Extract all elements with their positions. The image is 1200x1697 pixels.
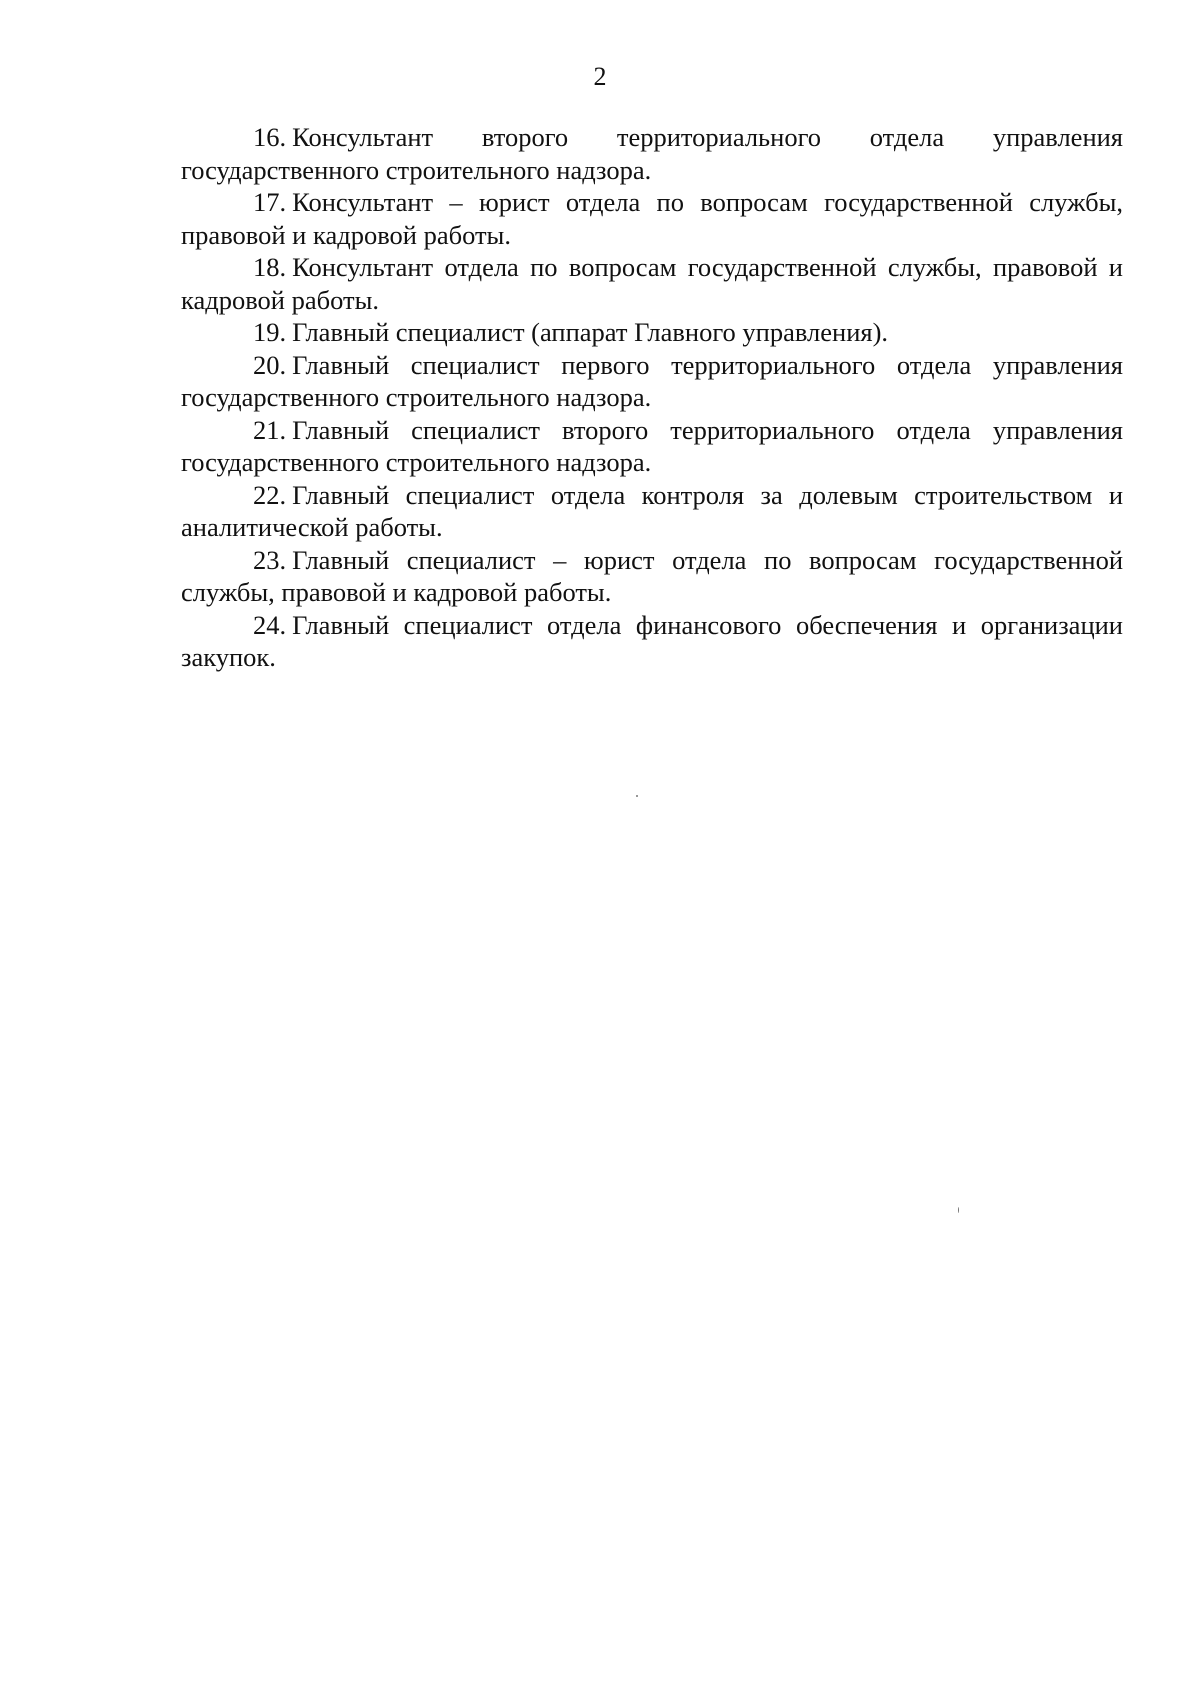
item-text: Консультант отдела по вопросам государственной службы, правовой и кадровой работы.: [181, 252, 1123, 315]
list-item: [181, 349, 1123, 414]
position-list: [181, 121, 1123, 674]
item-number: 20.: [253, 349, 287, 380]
scan-speck: [636, 795, 638, 797]
list-item: [181, 609, 1123, 674]
item-text: Главный специалист отдела финансового обеспечения и организации закупок.: [181, 609, 1123, 672]
item-text: Главный специалист отдела контроля за долевым строительством и аналитической работы.: [181, 479, 1123, 542]
item-text: Главный специалист первого территориального отдела управления государственного строительного надзора.: [181, 349, 1123, 412]
item-text: Консультант второго территориального отдела управления государственного строительного надзора.: [181, 122, 1123, 185]
list-item: [181, 316, 1123, 349]
item-text: Главный специалист – юрист отдела по вопросам государственной службы, правовой и кадровой работы.: [181, 544, 1123, 607]
list-item: [181, 251, 1123, 316]
item-text: Главный специалист (аппарат Главного управления).: [292, 317, 889, 347]
item-number: 24.: [253, 609, 287, 640]
item-text: Консультант – юрист отдела по вопросам государственной службы, правовой и кадровой работы.: [181, 187, 1123, 250]
item-number: 23.: [253, 544, 287, 575]
list-item: [181, 544, 1123, 609]
item-number: 21.: [253, 414, 287, 445]
page-number: 2: [593, 62, 607, 91]
list-item: [181, 479, 1123, 544]
list-item: [181, 414, 1123, 479]
list-item: [181, 186, 1123, 251]
item-number: 19.: [253, 317, 287, 347]
item-number: 22.: [253, 479, 287, 510]
list-item: [181, 121, 1123, 186]
item-number: 18.: [253, 252, 287, 282]
item-text: Главный специалист второго территориального отдела управления государственного строительного надзора.: [181, 414, 1123, 477]
scan-speck: [958, 1207, 959, 1213]
item-number: 17.: [253, 187, 287, 217]
item-number: 16.: [253, 122, 287, 152]
